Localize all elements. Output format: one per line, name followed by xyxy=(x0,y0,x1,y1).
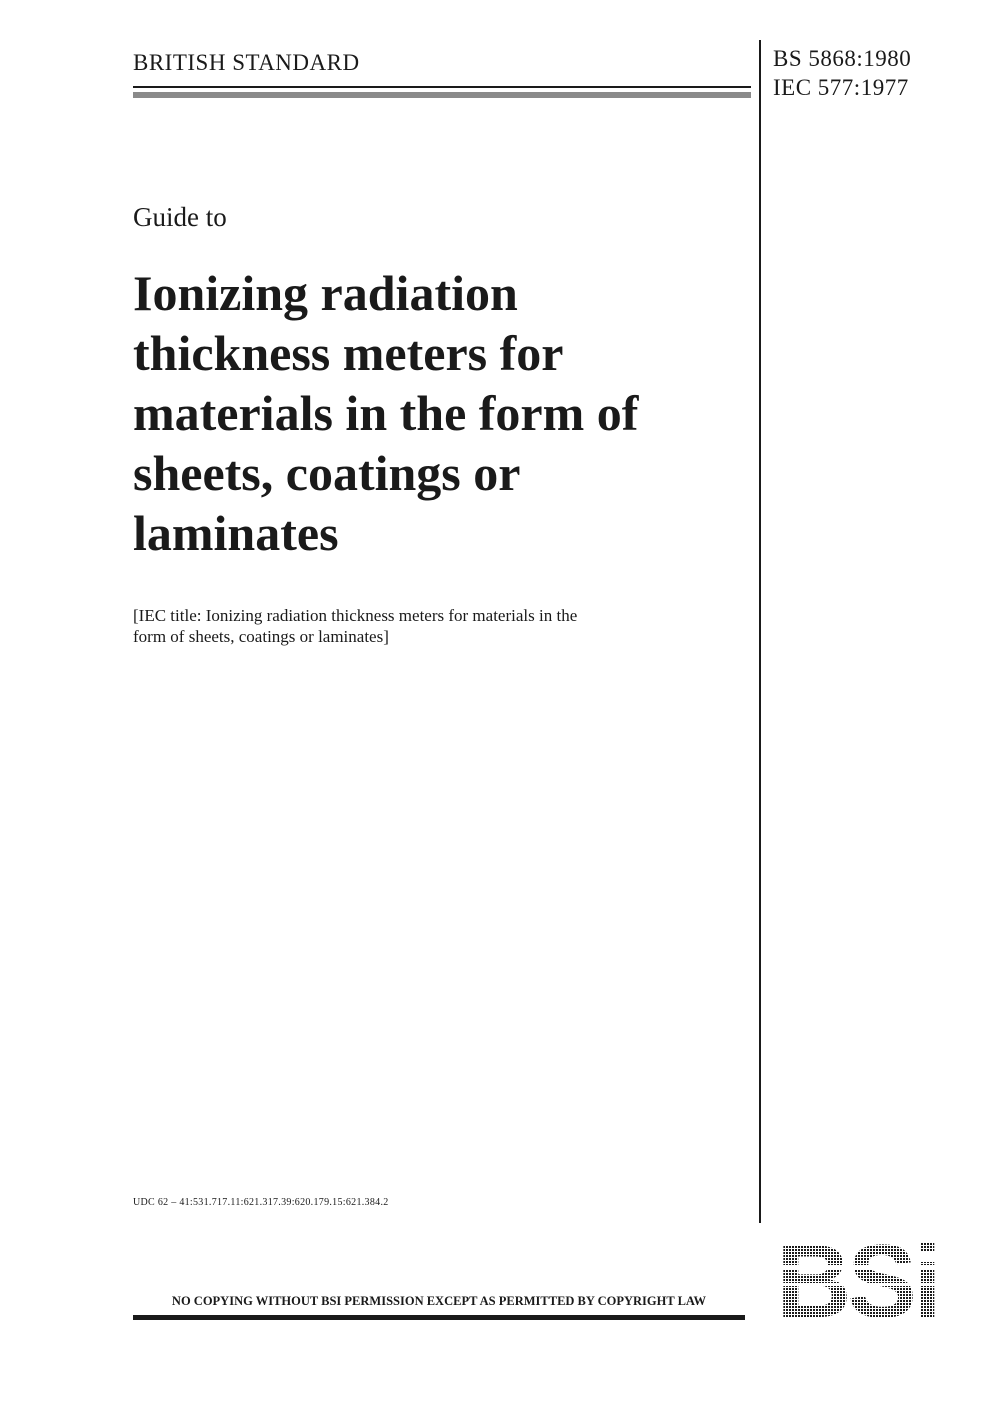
publisher-label: BRITISH STANDARD xyxy=(133,50,360,75)
title-line: sheets, coatings or xyxy=(133,445,521,501)
vertical-divider xyxy=(759,40,761,1223)
iec-standard-number: IEC 577:1977 xyxy=(773,75,909,100)
title-line: Ionizing radiation xyxy=(133,265,518,321)
title-line: materials in the form of xyxy=(133,385,639,441)
header-rule-thin xyxy=(133,86,751,88)
document-title xyxy=(133,263,753,563)
bsi-logo xyxy=(768,1243,946,1321)
iec-title-line: [IEC title: Ionizing radiation thickness meters for materials in the xyxy=(133,606,578,625)
guide-to-label: Guide to xyxy=(133,202,227,232)
udc-classification: UDC 62 – 41:531.717.11:621.317.39:620.179.15:621.384.2 xyxy=(133,1197,389,1208)
footer-rule xyxy=(133,1315,745,1320)
iec-title xyxy=(133,605,753,647)
copyright-notice: NO COPYING WITHOUT BSI PERMISSION EXCEPT AS PERMITTED BY COPYRIGHT LAW xyxy=(171,1294,707,1308)
iec-title-line: form of sheets, coatings or laminates] xyxy=(133,627,389,646)
title-line: thickness meters for xyxy=(133,325,564,381)
header-rule-grey xyxy=(133,92,751,98)
bs-standard-number: BS 5868:1980 xyxy=(773,46,912,71)
title-line: laminates xyxy=(133,505,339,561)
